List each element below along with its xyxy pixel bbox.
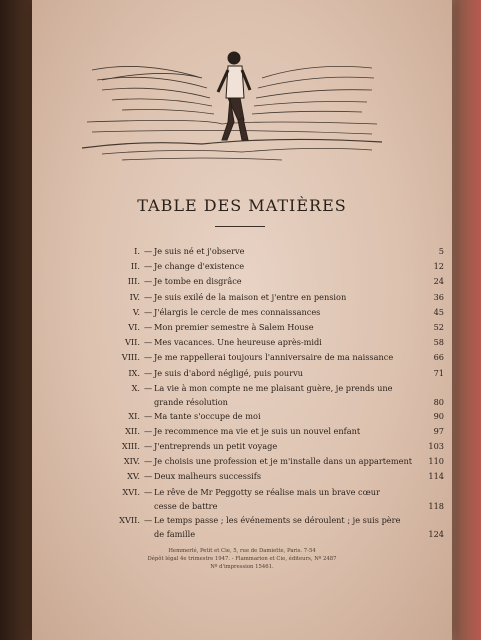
page-number: 97 <box>433 425 444 436</box>
chapter-title: Mon premier semestre à Salem House <box>154 321 314 332</box>
chapter-number: I. <box>134 246 140 256</box>
page-number: 103 <box>428 441 444 452</box>
dash: — <box>144 425 153 436</box>
chapter-title: J'entreprends un petit voyage <box>154 441 278 452</box>
chapter-title: Je recommence ma vie et je suis un nouvel enfant <box>154 425 361 436</box>
chapter-number: IV. <box>129 291 140 302</box>
page-number: 71 <box>433 367 444 378</box>
chapter-number: XIV. <box>123 456 140 467</box>
chapter-title: Je suis né et j'observe <box>154 246 245 256</box>
dash: — <box>144 306 153 317</box>
page-number: 80 <box>433 396 444 407</box>
dash: — <box>144 456 153 467</box>
toc-row <box>102 337 452 352</box>
page-number: 124 <box>428 528 444 539</box>
chapter-number: III. <box>127 276 140 287</box>
toc-row <box>102 456 452 471</box>
dash: — <box>144 261 153 272</box>
chapter-number: II. <box>130 261 140 272</box>
dash: — <box>144 382 153 393</box>
page-number: 90 <box>433 410 444 421</box>
chapter-number: VIII. <box>121 352 140 363</box>
imprint-line: Nº d'impression 15461. <box>210 564 274 570</box>
chapter-title-continued: cesse de battre <box>154 500 218 511</box>
chapter-number: XVII. <box>119 514 140 525</box>
toc-row <box>102 292 452 307</box>
toc-row <box>102 276 452 291</box>
chapter-title: Deux malheurs successifs <box>154 471 262 482</box>
chapter-title: La vie à mon compte ne me plaisant guère, je prends une <box>154 382 393 393</box>
dash: — <box>144 410 153 421</box>
printer-imprint <box>32 547 452 571</box>
page-number: 58 <box>433 337 444 348</box>
dash: — <box>144 514 153 525</box>
dash: — <box>144 276 153 287</box>
chapter-title: Je suis d'abord négligé, puis pourvu <box>154 367 304 378</box>
chapter-title: Je choisis une profession et je m'installe dans un appartement <box>154 456 413 467</box>
toc-row <box>102 352 452 367</box>
page-number: 36 <box>433 291 444 302</box>
chapter-number: XI. <box>128 410 140 421</box>
chapter-title: Je me rappellerai toujours l'anniversaire de ma naissance <box>154 352 394 363</box>
dash: — <box>144 337 153 348</box>
chapter-title-continued: de famille <box>154 528 196 539</box>
chapter-number: IX. <box>128 367 140 378</box>
book-page <box>32 0 452 640</box>
toc-row <box>102 246 452 261</box>
table-of-contents <box>102 246 452 543</box>
title-underline <box>215 226 265 227</box>
imprint-line: Hemmerlé, Petit et Cie, 5, rue de Damiette, Paris. 7-54 <box>168 548 316 554</box>
chapter-title: Je change d'existence <box>154 261 245 272</box>
dash: — <box>144 441 153 452</box>
dash: — <box>144 352 153 363</box>
dash: — <box>144 291 153 302</box>
page-number: 24 <box>433 276 444 287</box>
chapter-title: Ma tante s'occupe de moi <box>154 410 261 421</box>
imprint-line: Dépôt légal 4e trimestre 1947. - Flammarion et Cie, éditeurs, Nº 2487 <box>147 556 337 562</box>
chapter-number: XII. <box>125 425 140 436</box>
dash: — <box>144 367 153 378</box>
toc-row <box>102 515 452 543</box>
chapter-number: VII. <box>125 337 140 348</box>
dash: — <box>144 471 153 482</box>
chapter-title: Mes vacances. Une heureuse après-midi <box>154 337 322 348</box>
dash: — <box>144 486 153 497</box>
toc-row <box>102 411 452 426</box>
toc-row <box>102 383 452 411</box>
toc-row <box>102 261 452 276</box>
chapter-title: J'élargis le cercle de mes connaissances <box>154 306 321 317</box>
chapter-title-continued: grande résolution <box>154 396 228 407</box>
chapter-number: V. <box>132 306 140 317</box>
page-number: 52 <box>433 321 444 332</box>
page-title: TABLE DES MATIÈRES <box>137 196 347 215</box>
toc-row <box>102 487 452 515</box>
toc-row <box>102 322 452 337</box>
page-number: 66 <box>433 352 444 363</box>
toc-row <box>102 441 452 456</box>
page-number: 118 <box>428 500 444 511</box>
page-number: 12 <box>433 261 444 272</box>
chapter-number: X. <box>131 382 140 393</box>
chapter-number: VI. <box>128 321 140 332</box>
chapter-title: Je tombe en disgrâce <box>154 276 242 287</box>
toc-row <box>102 368 452 383</box>
page-number: 45 <box>433 306 444 317</box>
page-number: 110 <box>428 456 444 467</box>
dash: — <box>144 246 153 256</box>
toc-row <box>102 426 452 441</box>
toc-row <box>102 471 452 486</box>
chapter-number: XIII. <box>121 441 140 452</box>
chapter-title: Je suis exilé de la maison et j'entre en pension <box>154 291 347 302</box>
chapter-number: XV. <box>127 471 140 482</box>
dash: — <box>144 321 153 332</box>
page-number: 114 <box>428 471 444 482</box>
chapter-title: Le rêve de Mr Peggotty se réalise mais un brave cœur <box>154 486 380 497</box>
toc-row <box>102 307 452 322</box>
walking-boy-illustration <box>82 40 382 170</box>
chapter-number: XVI. <box>122 486 140 497</box>
chapter-title: Le temps passe ; les événements se déroulent ; je suis père <box>154 514 401 525</box>
page-number: 5 <box>438 246 444 256</box>
